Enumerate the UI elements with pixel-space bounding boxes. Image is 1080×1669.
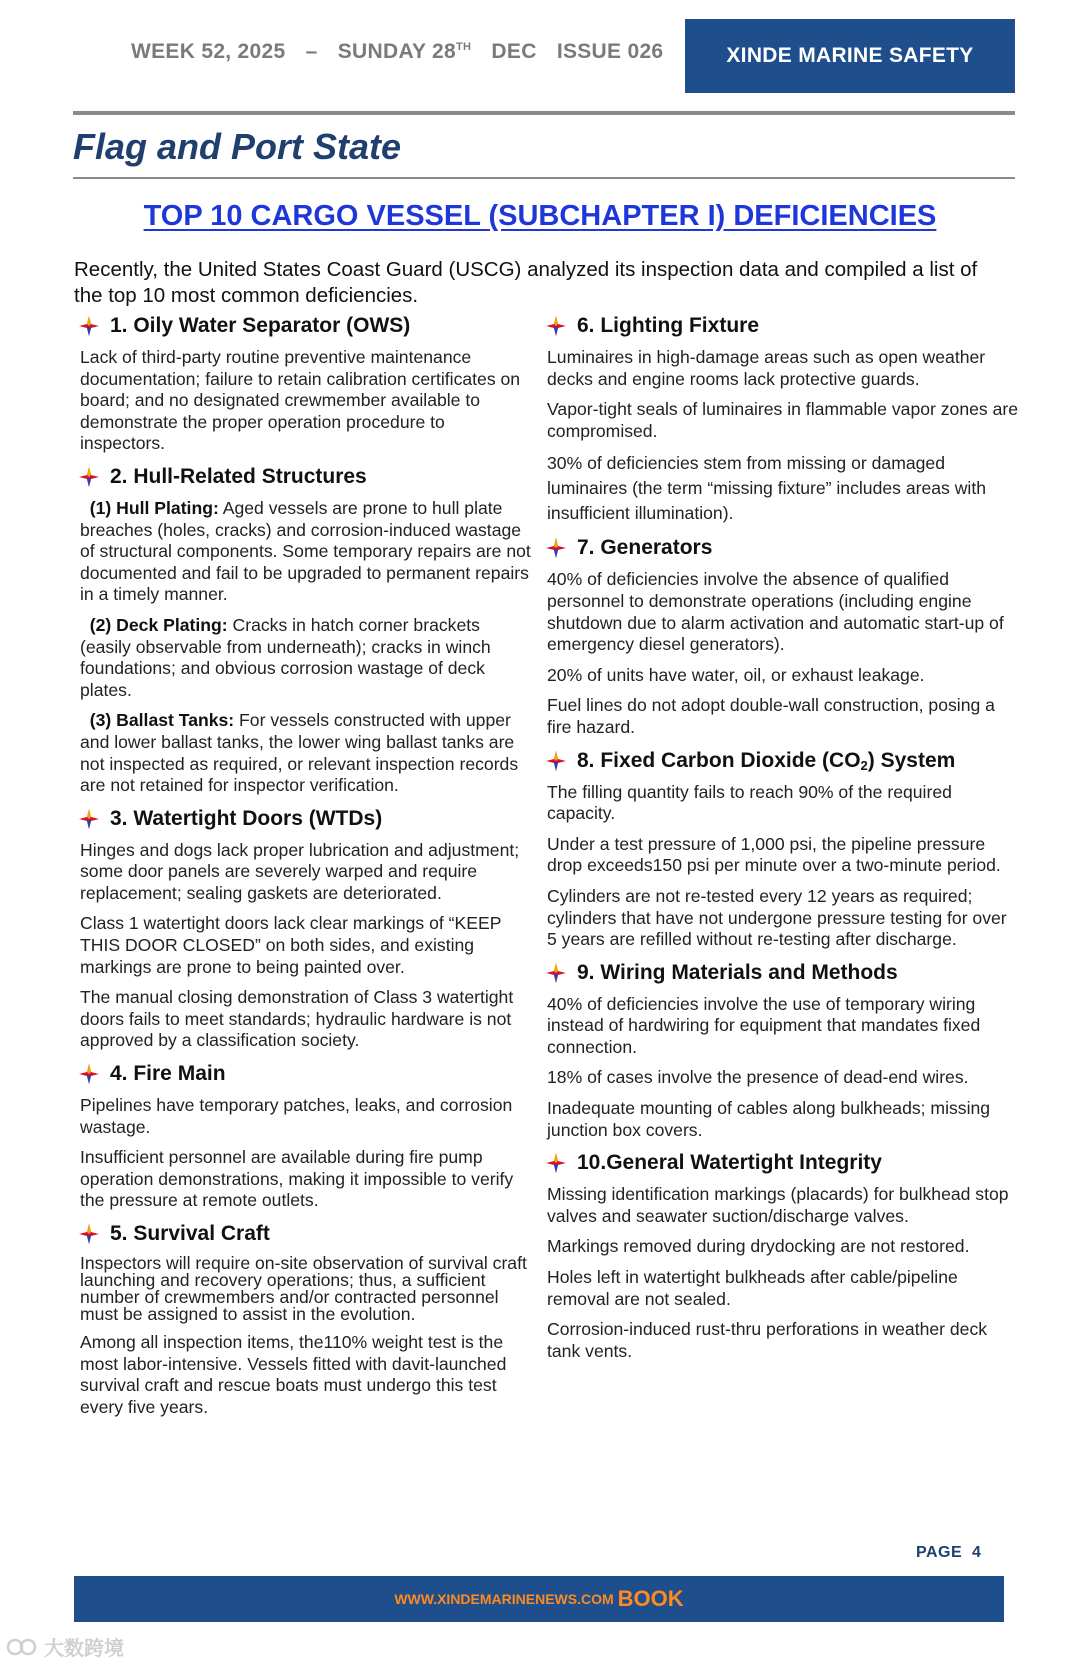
paragraph: Insufficient personnel are available during fire pump operation demonstrations, making it impossible to verify the pressure at remote outlets.: [80, 1147, 514, 1211]
heading-subscript: 2: [860, 757, 868, 773]
section-heading-3: [78, 806, 534, 832]
section-heading-text: [577, 749, 955, 773]
section-heading-text: 1. Oily Water Separator (OWS): [110, 314, 411, 337]
watermark: [6, 1632, 124, 1661]
section-heading-text: 3. Watertight Doors (WTDs): [110, 806, 383, 830]
section-heading-text: 5. Survival Craft: [110, 1222, 270, 1245]
watermark-logo-icon: [6, 1636, 40, 1658]
paragraph-text: Cracks in hatch corner brackets (easily observable from underneath); cracks in winch foundations; and obvious corrosion wastage of deck plates.: [80, 614, 491, 700]
paragraph: 18% of cases involve the presence of dead-end wires.: [547, 1067, 969, 1088]
paragraph: The filling quantity fails to reach 90% of the required capacity.: [547, 781, 952, 824]
day-label: SUNDAY 28: [337, 40, 457, 63]
left-column: [78, 313, 534, 1427]
issue-label: ISSUE 026: [556, 40, 664, 63]
paragraph-text: Aged vessels are prone to hull plate breaches (holes, cracks) and corrosion-induced wastage of structural components. Some temporary repairs are not documented and fail to be upgraded to permanent repairs in a timely manner.: [80, 497, 531, 605]
paragraph: Class 1 watertight doors lack clear markings of “KEEP THIS DOOR CLOSED” on both sides, and existing markings are prone to being painted over.: [80, 913, 502, 977]
compass-star-icon: [78, 1223, 100, 1245]
paragraph: Lack of third-party routine preventive maintenance documentation; failure to retain calibration certificates on board; and no designated crewmember available to demonstrate the proper operation procedure to inspectors.: [80, 347, 521, 454]
section-heading-text: 2. Hull-Related Structures: [110, 464, 367, 488]
page-value: 4: [972, 1544, 982, 1561]
compass-star-icon: [78, 808, 100, 830]
compass-star-icon: [78, 1063, 100, 1085]
paragraph: [80, 498, 534, 606]
section-divider: [73, 177, 1015, 179]
compass-star-icon: [545, 750, 567, 772]
paragraph: Corrosion-induced rust-thru perforations in weather deck tank vents.: [547, 1319, 988, 1361]
paragraph-label: (1) Hull Plating:: [89, 497, 219, 518]
paragraph: The manual closing demonstration of Class 3 watertight doors fails to meet standards; hydraulic hardware is not approved by a classification society.: [80, 987, 514, 1051]
paragraph: 30% of deficiencies stem from missing or damaged luminaires (the term “missing fixture” includes areas with insufficient illumination).: [547, 453, 987, 524]
paragraph: Fuel lines do not adopt double-wall construction, posing a fire hazard.: [547, 695, 995, 737]
section-heading-9: [545, 960, 1020, 986]
paragraph: Under a test pressure of 1,000 psi, the pipeline pressure drop exceeds150 psi per minute over a two-minute period.: [547, 833, 1001, 876]
paragraph: 40% of deficiencies involve the absence of qualified personnel to demonstrate operations (including engine shutdown due to alarm activation and automatic start-up of emergency diesel generators).: [547, 569, 1004, 655]
paragraph: Luminaires in high-damage areas such as open weather decks and engine rooms lack protective guards.: [547, 347, 986, 389]
main-title: TOP 10 CARGO VESSEL (SUBCHAPTER I) DEFICIENCIES: [143, 200, 937, 232]
intro-paragraph: Recently, the United States Coast Guard (USCG) analyzed its inspection data and compiled a list of the top 10 most common deficiencies.: [74, 258, 978, 307]
page-label: PAGE: [916, 1544, 963, 1561]
paragraph-label: (2) Deck Plating:: [89, 614, 228, 635]
heading-part: ) System: [867, 748, 956, 772]
paragraph: [80, 710, 534, 796]
compass-star-icon: [78, 466, 100, 488]
brand-name: XINDE MARINE SAFETY: [726, 44, 974, 67]
month-label: DEC: [491, 40, 537, 63]
paragraph: Hinges and dogs lack proper lubrication and adjustment; some door panels are severely warped and require replacement; sealing gaskets are deteriorated.: [80, 839, 520, 903]
section-heading-2: [78, 464, 534, 490]
paragraph-text: For vessels constructed with upper and lower ballast tanks, the lower wing ballast tanks are not inspected as required, or relevant inspection records are not retained for inspector verification.: [80, 710, 519, 796]
paragraph: Markings removed during drydocking are not restored.: [547, 1236, 970, 1257]
section-heading-1: [78, 313, 534, 339]
footer-book-label: BOOK: [617, 1586, 684, 1611]
heading-part: 8. Fixed Carbon Dioxide (CO: [577, 748, 861, 772]
paragraph: Among all inspection items, the110% weight test is the most labor-intensive. Vessels fitted with davit-launched survival craft and rescue boats must undergo this test every five years.: [80, 1332, 507, 1417]
paragraph: Cylinders are not re-tested every 12 years as required; cylinders that have not undergone pressure testing for over 5 years are refilled without re-testing after discharge.: [547, 885, 1007, 950]
compass-star-icon: [545, 315, 567, 337]
section-heading-8: [545, 748, 1020, 774]
compass-star-icon: [78, 315, 100, 337]
paragraph: Missing identification markings (placards) for bulkhead stop valves and seawater suction/discharge valves.: [547, 1184, 1009, 1226]
compass-star-icon: [545, 962, 567, 984]
section-heading-10: [545, 1150, 1020, 1176]
header-dash: –: [305, 40, 318, 63]
paragraph: Vapor-tight seals of luminaires in flammable vapor zones are compromised.: [547, 399, 1019, 441]
section-heading-text: 4. Fire Main: [110, 1062, 226, 1086]
compass-star-icon: [545, 1152, 567, 1174]
issue-info: [131, 40, 663, 64]
paragraph: [80, 615, 534, 701]
watermark-text: 大数跨境: [44, 1638, 124, 1660]
brand-banner: [685, 19, 1015, 93]
paragraph: Holes left in watertight bulkheads after cable/pipeline removal are not sealed.: [547, 1267, 958, 1309]
page-number: [916, 1544, 981, 1562]
paragraph-label: (3) Ballast Tanks:: [89, 710, 235, 731]
paragraph: Inspectors will require on-site observation of survival craft launching and recovery operations; thus, a sufficient number of crewmembers and/or contracted personnel must be assigned to assist in the evolution.: [80, 1253, 527, 1324]
section-title: Flag and Port State: [73, 126, 402, 167]
day-suffix: TH: [456, 41, 472, 53]
paragraph: Pipelines have temporary patches, leaks, and corrosion wastage.: [80, 1095, 513, 1137]
section-heading-6: [545, 313, 1020, 339]
section-heading-text: 10.General Watertight Integrity: [577, 1151, 882, 1175]
section-heading-7: [545, 535, 1020, 561]
header-divider: [73, 111, 1015, 115]
section-heading-text: 9. Wiring Materials and Methods: [577, 960, 898, 984]
section-heading-text: 6. Lighting Fixture: [577, 314, 759, 337]
footer-banner: [74, 1576, 1004, 1622]
compass-star-icon: [545, 537, 567, 559]
section-heading-5: [78, 1221, 534, 1247]
section-heading-4: [78, 1061, 534, 1087]
section-heading-text: 7. Generators: [577, 536, 713, 560]
paragraph: 40% of deficiencies involve the use of temporary wiring instead of hardwiring for equipment that mandates fixed connection.: [547, 993, 981, 1057]
paragraph: Inadequate mounting of cables along bulkheads; missing junction box covers.: [547, 1098, 991, 1140]
week-label: WEEK 52, 2025: [131, 40, 286, 63]
paragraph: 20% of units have water, oil, or exhaust leakage.: [547, 664, 925, 685]
footer-url-link[interactable]: WWW.XINDEMARINENEWS.COM: [394, 1591, 614, 1607]
right-column: [545, 313, 1020, 1371]
